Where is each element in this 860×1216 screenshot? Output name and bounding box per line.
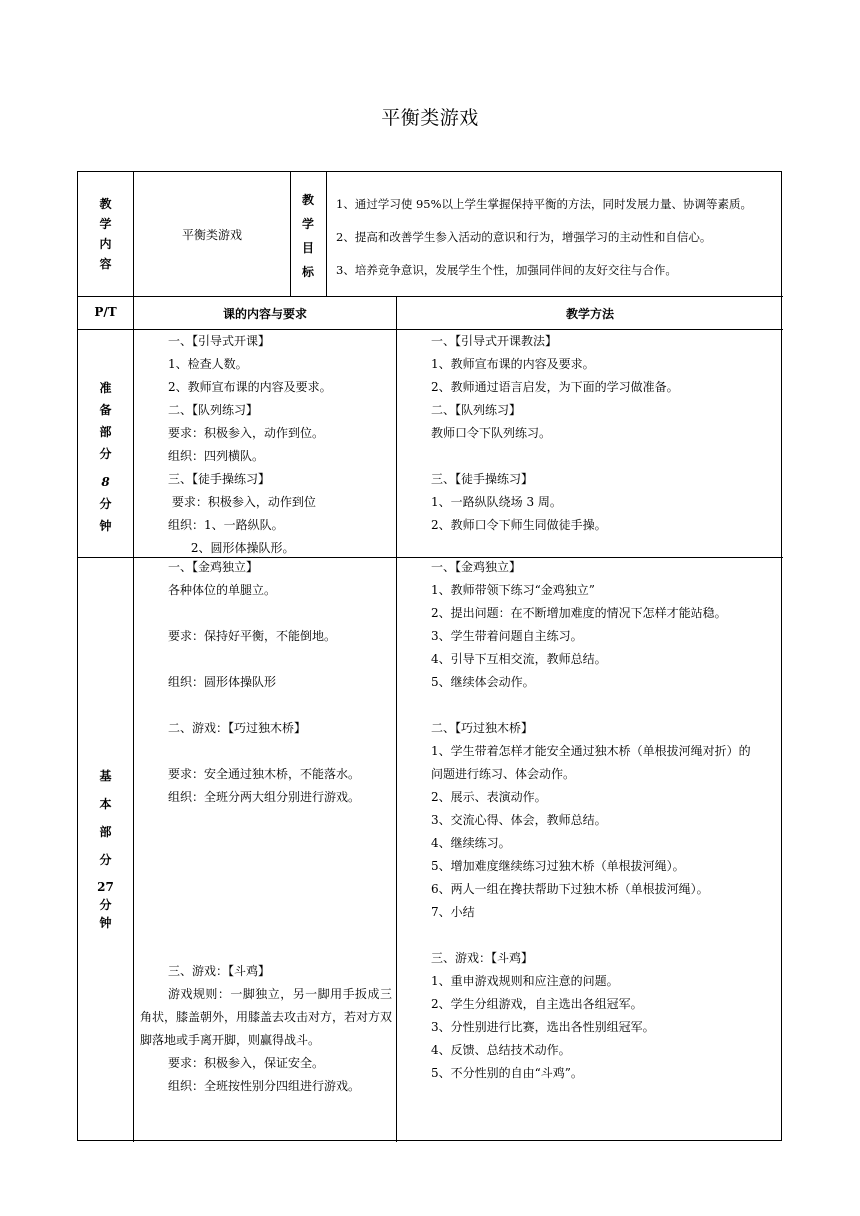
goal-item: 3、培养竞争意识，发展学生个性，加强同伴间的友好交往与合作。 [336, 263, 677, 277]
basic-method-line: 5、增加难度继续练习过独木桥（单根拔河绳）。 [431, 859, 685, 873]
basic-content-line: 组织：全班按性别分四组进行游戏。 [168, 1079, 361, 1093]
basic-method [431, 556, 781, 1085]
prep-method-line: 教师口令下队列练习。 [431, 426, 552, 440]
row-divider-top [78, 296, 783, 297]
page-title: 平衡类游戏 [381, 107, 479, 129]
prep-method-line: 一、【引导式开课教法】 [431, 334, 558, 348]
basic-method-line: 4、反馈、总结技术动作。 [431, 1043, 571, 1057]
teaching-content-label [78, 194, 133, 274]
basic-content-line: 组织：全班分两大组分别进行游戏。 [168, 790, 361, 804]
lesson-plan-table [77, 171, 782, 1141]
header-content: 课的内容与要求 [222, 307, 307, 321]
basic-method-line: 4、引导下互相交流，教师总结。 [431, 652, 607, 666]
basic-content-line [168, 648, 394, 671]
teaching-goal-label [290, 188, 326, 284]
prep-content [168, 330, 394, 560]
prep-label-char: 分 [99, 447, 112, 461]
prep-label-char: 钟 [99, 519, 112, 533]
prep-method-line: 1、教师宣布课的内容及要求。 [431, 357, 595, 371]
prep-label-char: 分 [99, 497, 112, 511]
basic-method-line: 1、教师带领下练习“金鸡独立” [431, 583, 595, 597]
basic-section-label [78, 762, 133, 932]
basic-content-line: 三、游戏：【斗鸡】 [168, 964, 271, 978]
basic-content-rules: 游戏规则：一脚独立，另一脚用手扳成三角状，膝盖朝外，用膝盖去攻击对方，若对方双脚落地或手离开脚，则赢得战斗。 [140, 987, 393, 1047]
basic-method-line: 二、【巧过独木桥】 [431, 721, 534, 735]
basic-content-b [140, 960, 392, 1098]
basic-method-line: 4、继续练习。 [431, 836, 511, 850]
basic-label-char: 本 [99, 797, 112, 811]
basic-content-line [168, 740, 394, 763]
basic-label-char: 部 [99, 825, 112, 839]
basic-content-line: 要求：保持好平衡，不能倒地。 [168, 629, 337, 643]
basic-method-line: 问题进行练习、体会动作。 [431, 767, 576, 781]
basic-method-line: 5、不分性别的自由“斗鸡”。 [431, 1066, 583, 1080]
prep-method-line [431, 445, 781, 468]
basic-content-line: 要求：积极参入，保证安全。 [168, 1056, 325, 1070]
basic-content-a [168, 556, 394, 809]
prep-content-line: 三、【徒手操练习】 [168, 472, 271, 486]
basic-method-line: 7、小结 [431, 905, 475, 919]
basic-label-char: 27 [97, 880, 114, 894]
prep-content-line: 组织：四列横队。 [168, 449, 265, 463]
basic-label-char: 分 [99, 898, 112, 912]
basic-content-line: 组织：圆形体操队形 [168, 675, 277, 689]
basic-label-char: 基 [99, 769, 112, 783]
basic-label-char: 分 [99, 853, 112, 867]
header-method: 教学方法 [565, 307, 614, 321]
basic-method-line: 3、学生带着问题自主练习。 [431, 629, 583, 643]
basic-content-line: 要求：安全通过独木桥，不能落水。 [168, 767, 361, 781]
basic-method-line: 三、游戏：【斗鸡】 [431, 951, 534, 965]
basic-content-line: 各种体位的单腿立。 [168, 583, 277, 597]
basic-method-line: 6、两人一组在搀扶帮助下过独木桥（单根拔河绳）。 [431, 882, 709, 896]
basic-label-char: 钟 [99, 916, 112, 930]
prep-content-line: 组织：1、一路纵队。 [168, 518, 284, 532]
prep-section-label [78, 377, 133, 537]
basic-method-line: 一、【金鸡独立】 [431, 560, 522, 574]
basic-method-line [431, 694, 781, 717]
prep-content-line: 1、检查人数。 [168, 357, 248, 371]
prep-label-char: 备 [99, 403, 112, 417]
basic-method-line: 5、继续体会动作。 [431, 675, 535, 689]
col-divider-goal-label-right [326, 172, 327, 296]
goal-item: 1、通过学习使 95%以上学生掌握保持平衡的方法，同时发展力量、协调等素质。 [336, 197, 753, 211]
basic-method-line: 2、展示、表演动作。 [431, 790, 547, 804]
prep-label-char: 8 [101, 475, 110, 489]
teaching-goals [336, 188, 781, 287]
basic-method-line [431, 924, 781, 947]
prep-content-line: 二、【队列练习】 [168, 403, 259, 417]
basic-method-line: 2、提出问题：在不断增加难度的情况下怎样才能站稳。 [431, 606, 727, 620]
basic-method-line: 3、分性别进行比赛，选出各性别组冠军。 [431, 1020, 655, 1034]
prep-content-line: 一、【引导式开课】 [168, 334, 271, 348]
basic-content-line: 二、游戏：【巧过独木桥】 [168, 721, 307, 735]
prep-method [431, 330, 781, 537]
basic-content-line: 一、【金鸡独立】 [168, 560, 259, 574]
basic-method-line: 3、交流心得、体会，教师总结。 [431, 813, 607, 827]
col-divider-method [396, 296, 397, 1142]
prep-method-line: 三、【徒手操练习】 [431, 472, 534, 486]
prep-method-line: 2、教师口令下师生同做徒手操。 [431, 518, 607, 532]
basic-content-line [168, 602, 394, 625]
basic-method-line: 1、重申游戏规则和应注意的问题。 [431, 974, 619, 988]
prep-method-line: 1、一路纵队绕场 3 周。 [431, 495, 562, 509]
prep-label-char: 准 [99, 381, 112, 395]
basic-method-line: 1、学生带着怎样才能安全通过独木桥（单根拔河绳对折）的 [431, 744, 751, 758]
prep-content-line: 要求：积极参入，动作到位。 [168, 426, 325, 440]
basic-content-line [168, 694, 394, 717]
teaching-goal-label-text: 教学目标 [301, 193, 314, 279]
prep-content-line: 要求：积极参入，动作到位 [168, 495, 316, 509]
prep-content-line: 2、教师宣布课的内容及要求。 [168, 380, 332, 394]
prep-method-line: 二、【队列练习】 [431, 403, 522, 417]
prep-method-line: 2、教师通过语言启发，为下面的学习做准备。 [431, 380, 679, 394]
goal-item: 2、提高和改善学生参入活动的意识和行为，增强学习的主动性和自信心。 [336, 230, 712, 244]
header-pt: P/T [94, 305, 117, 319]
prep-label-char: 部 [99, 425, 112, 439]
teaching-content-label-text: 教学内容 [99, 197, 112, 271]
basic-method-line: 2、学生分组游戏，自主选出各组冠军。 [431, 997, 643, 1011]
prep-content-line: 2、圆形体操队形。 [168, 541, 295, 555]
teaching-content-value: 平衡类游戏 [181, 228, 242, 242]
